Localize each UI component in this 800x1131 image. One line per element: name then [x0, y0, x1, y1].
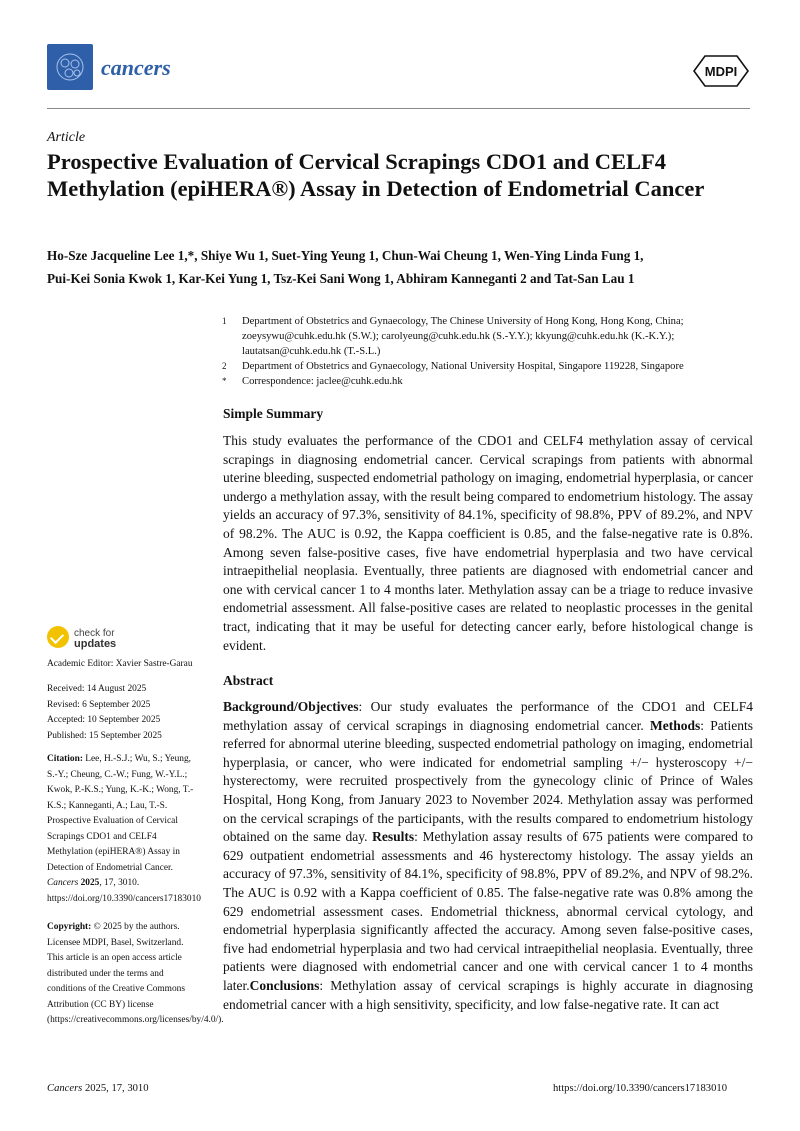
abstract-methods-text: : Patients referred for abnormal uterine bleeding, suspected endometrial pathology on imaging, endometrial hyperplasia, or cancer, who were indicated for endometrial sampling +/− hysteroscopy +/− hysterectomy, were recruited prospectively from the gynecology clinic of Prince of Wales Hospital, Hong Kong, from January 2023 to November 2024. Methylation assay was performed on the cervical scrapings of the participants, with the results compared to endometrium histology obtained on the same day. — [223, 717, 753, 845]
article-type: Article — [47, 130, 86, 145]
footer-doi-link[interactable]: https://doi.org/10.3390/cancers17183010 — [553, 1083, 727, 1094]
affiliations — [222, 314, 752, 389]
abstract-results-label: Results — [372, 829, 415, 845]
publication-dates — [47, 682, 202, 744]
date-published: Published: 15 September 2025 — [47, 730, 162, 741]
simple-summary-text: This study evaluates the performance of the CDO1 and CELF4 methylation assay of cervical scrapings in diagnosing endometrial cancer. Cervical scrapings from patients with abnormal uterine bleeding, suspected endometrial pathology on imaging, endometrial hyperplasia, or cancer undergo a methylation assay, with the result being compared to endometrium histology. The assay yields an accuracy of 97.3%, sensitivity of 84.1%, specificity of 98.8%, PPV of 89.2%, and NPV of 98.2%. The AUC is 0.92, the Kappa coefficient is 0.85, and the false-negative rate is 0.8%. Among seven false-positive cases, five have endometrial hyperplasia and two have cervical intraepithelial neoplasia. Eventually, three patients are diagnosed with endometrial cancer and one with cervical cancer 1 to 4 months later. Methylation assay can be a triage to reduce invasive endometrial assessment. All false-positive cases are related to neoplastic processes in the genital tract, indicating that it may be useful for detecting cancer early, before histological change is evident. — [223, 433, 753, 653]
authors-line-1-text[interactable]: Ho-Sze Jacqueline Lee 1,*, Shiye Wu 1, Suet-Ying Yeung 1, Chun-Wai Cheung 1, Wen-Ying Linda Fung 1, — [47, 248, 644, 263]
copyright-text: © 2025 by the authors. Licensee MDPI, Basel, Switzerland. This article is an open access article distributed under the terms and conditions of the Creative Commons Attribution (CC BY) license (https://creativecommons.org/licenses/by/4.0/). — [47, 922, 224, 1025]
copyright — [47, 920, 224, 1029]
date-received: Received: 14 August 2025 — [47, 684, 147, 694]
affiliation-line: Department of Obstetrics and Gynaecology, The Chinese University of Hong Kong, Hong Kong, China; — [242, 316, 684, 327]
affiliation-marker: * — [222, 376, 227, 386]
citation-journal: Cancers — [47, 878, 79, 888]
authors-line-2 — [47, 267, 750, 290]
affiliation-emails[interactable]: lautatsan@cuhk.edu.hk (T.-S.L.) — [242, 346, 381, 357]
check-for-updates-icon[interactable] — [47, 626, 69, 648]
affiliation-marker: 2 — [222, 361, 227, 371]
mdpi-logo-icon[interactable] — [693, 55, 749, 87]
authors-line-1 — [47, 244, 750, 267]
header-divider — [47, 108, 750, 109]
abstract-background-text: : Our study evaluates the performance of the CDO1 and CELF4 methylation assay of cervical scrapings in diagnosing endometrial cancer. — [223, 699, 753, 733]
affiliation-line: Department of Obstetrics and Gynaecology, National University Hospital, Singapore 119228, Singapore — [242, 361, 684, 372]
abstract-conclusions-text: : Methylation assay of cervical scrapings is highly accurate in diagnosing endometrial cancer with a high sensitivity, specificity, and low false-negative rate. It can act — [223, 977, 753, 1012]
affiliation-marker: 1 — [222, 316, 227, 326]
citation-doi[interactable]: , 17, 3010. https://doi.org/10.3390/cancers17183010 — [47, 878, 201, 904]
citation — [47, 752, 202, 907]
abstract-text — [223, 698, 753, 1014]
abstract-conclusions-label: Conclusions — [249, 977, 320, 993]
date-revised: Revised: 6 September 2025 — [47, 699, 151, 710]
check-for-updates-line2: updates — [74, 638, 117, 650]
correspondence — [222, 374, 752, 389]
abstract-heading: Abstract — [223, 673, 274, 688]
affiliation-1 — [222, 314, 752, 359]
abstract-methods-label: Methods — [650, 717, 701, 733]
copyright-label: Copyright: — [47, 922, 92, 932]
footer-journal: Cancers — [47, 1083, 83, 1094]
affiliation-emails[interactable]: zoeysywu@cuhk.edu.hk (S.W.); carolyeung@cuhk.edu.hk (S.-Y.Y.); kkyung@cuhk.edu.hk (K.-K.Y.); — [242, 331, 675, 342]
check-for-updates-line1: check for — [74, 628, 115, 639]
simple-summary-heading: Simple Summary — [223, 406, 324, 421]
journal-logo-icon — [47, 44, 93, 90]
authors-line-2-text[interactable]: Pui-Kei Sonia Kwok 1, Kar-Kei Yung 1, Tsz-Kei Sani Wong 1, Abhiram Kanneganti 2 and Tat-San Lau 1 — [47, 271, 635, 286]
abstract-results-text: : Methylation assay results of 675 patients were compared to 629 outpatient endometrial assessments and 46 hysterectomy histology. The assay yields an accuracy of 97.3%, sensitivity of 84.1%, specificity of 98.8%, PPV of 89.2%, and NPV of 98.2%. The AUC is 0.92 with a Kappa coefficient of 0.85. The false-negative rate was 0.8% among the 629 endometrial assessment cases. Endometrial thickness, abnormal cervical cytology, and endometrial hyperplasia significantly affected the accuracy. Among seven false-positive cases, five had endometrial hyperplasia and two had cervical intraepithelial neoplasia. Eventually, three patients were diagnosed with endometrial cancer and one with cervical cancer 1 to 4 months later. — [223, 829, 753, 993]
affiliation-2 — [222, 359, 752, 374]
citation-label: Citation: — [47, 754, 83, 764]
abstract-background-label: Background/Objectives — [223, 699, 359, 714]
date-accepted: Accepted: 10 September 2025 — [47, 715, 161, 725]
journal-name[interactable]: cancers — [101, 55, 171, 80]
footer-citation — [47, 1083, 149, 1094]
citation-year: 2025 — [78, 878, 100, 888]
footer-volume: 2025, 17, 3010 — [82, 1083, 149, 1094]
author-list — [47, 244, 750, 290]
check-for-updates-button[interactable] — [74, 628, 116, 650]
publisher-name: MDPI — [704, 64, 738, 79]
article-title: Prospective Evaluation of Cervical Scrapings CDO1 and CELF4 Methylation (epiHERA®) Assay in Detection of Endometrial Cancer — [47, 149, 705, 201]
academic-editor: Academic Editor: Xavier Sastre-Garau — [47, 659, 193, 669]
correspondence-email[interactable]: Correspondence: jaclee@cuhk.edu.hk — [242, 376, 403, 387]
citation-text: Lee, H.-S.J.; Wu, S.; Yeung, S.-Y.; Cheung, C.-W.; Fung, W.-Y.L.; Kwok, P.-K.S.; Yung, K.-K.; Wong, T.-K.S.; Kanneganti, A.; Lau, T.-S. Prospective Evaluation of Cervical Scrapings CDO1 and CELF4 Methylation (epiHERA®) Assay in Detection of Endometrial Cancer. — [47, 754, 194, 873]
